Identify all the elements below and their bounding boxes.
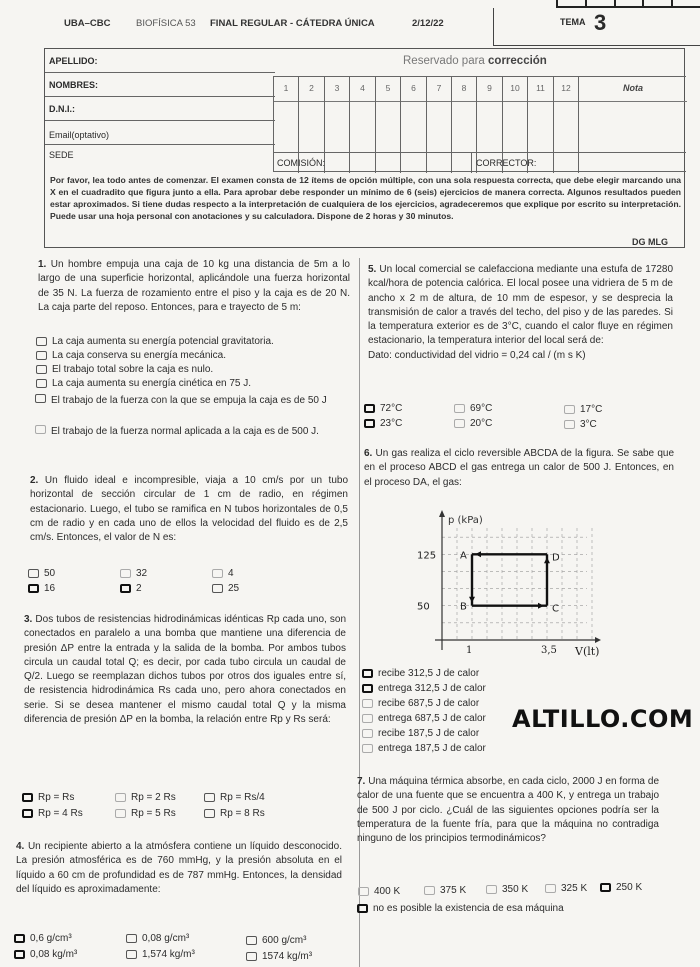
option[interactable]	[362, 728, 479, 739]
option-label: entrega 187,5 J de calor	[378, 743, 486, 754]
question-text: Un gas realiza el ciclo reversible ABCDA de la figura. Se sabe que en el proceso ABCD el gas entrega un calor de 500 J. Entonces, en el proceso DA, el gas:	[364, 448, 674, 488]
point-label-A: A	[460, 550, 467, 562]
option[interactable]	[28, 583, 55, 594]
dni-field[interactable]: D.N.I.:	[45, 97, 275, 121]
option-label: El trabajo de la fuerza normal aplicada a la caja es de 500 J.	[51, 426, 319, 437]
grade-col-8: 8	[452, 77, 477, 173]
option[interactable]	[362, 668, 479, 679]
x-tick-label: 1	[466, 645, 473, 656]
question-4	[16, 840, 342, 897]
student-form	[44, 48, 685, 248]
question-3	[24, 613, 346, 727]
option-label: 325 K	[561, 883, 588, 894]
question-text: Un local comercial se calefacciona mediante una estufa de 17280 kcal/hora de potencia calórica. El local posee una vidriera de 5 m de ancho x 2 m de altura, de 10 mm de espesor, y se desprecia la transmisión de calor a través del techo, del piso y de las paredes. Si la temperatura exterior es de 3°C, cuando el calor fluye en régimen estacionario, la temperatura interior del local será de:	[368, 264, 673, 347]
option-label: 350 K	[502, 884, 529, 895]
grade-col-1: 1	[274, 77, 299, 173]
apellido-field[interactable]: APELLIDO:	[45, 49, 275, 73]
question-text: Un hombre empuja una caja de 10 kg una distancia de 5m a lo largo de una superficie horizontal, aplicándole una fuerza horizontal de 35 N. La fuerza de rozamiento entre el piso y la caja es de 20 N. La caja parte del reposo. Entonces, para e trayecto de 5 m:	[38, 259, 350, 313]
corrector-field[interactable]: CORRECTOR:	[476, 158, 537, 168]
checkbox-icon[interactable]	[364, 419, 375, 428]
question-5-dato: Dato: conductividad del vidrio = 0,24 cal / (m s K)	[368, 349, 586, 361]
option[interactable]	[362, 713, 486, 724]
checkbox-icon[interactable]	[545, 884, 556, 893]
grade-col-10: 10	[503, 77, 528, 173]
option-label: 1574 kg/m³	[262, 951, 313, 962]
point-label-D: D	[552, 552, 560, 564]
option-label: 0,6 g/cm³	[30, 933, 72, 944]
option-label: 72°C	[380, 403, 403, 414]
option[interactable]	[564, 419, 597, 430]
question-1	[38, 258, 350, 315]
question-number: 4.	[16, 841, 25, 852]
checkbox-icon[interactable]	[564, 405, 575, 414]
option[interactable]	[545, 883, 587, 894]
reserved-prefix: Reservado para	[403, 55, 489, 67]
point-label-C: C	[552, 603, 559, 615]
question-number: 2.	[30, 475, 39, 486]
option[interactable]	[564, 404, 602, 415]
cycle-arrow-icon	[475, 551, 481, 557]
grade-nota: Nota	[623, 83, 643, 93]
x-axis-label: V(lt)	[575, 645, 600, 658]
option-label: no es posible la existencia de esa máquina	[373, 903, 564, 914]
y-axis-arrow-icon	[439, 510, 445, 517]
grade-col-4: 4	[350, 77, 376, 173]
option[interactable]	[364, 418, 402, 429]
option-label: El trabajo total sobre la caja es nulo.	[52, 364, 214, 375]
option[interactable]	[246, 951, 312, 962]
option-label: 600 g/cm³	[262, 935, 307, 946]
checkbox-icon[interactable]	[362, 684, 373, 693]
checkbox-icon[interactable]	[22, 809, 33, 818]
instructions-signature: DG MLG	[628, 237, 668, 247]
option[interactable]	[14, 933, 72, 944]
cycle-path	[469, 551, 550, 608]
option-label: 20°C	[470, 418, 493, 429]
cycle-arrow-icon	[469, 597, 475, 603]
option-label: Rp = Rs	[38, 792, 75, 803]
checkbox-icon[interactable]	[212, 569, 223, 578]
option-label: Rp = Rs/4	[220, 792, 265, 803]
reserved-label	[403, 55, 547, 67]
checkbox-icon[interactable]	[14, 950, 25, 959]
checkbox-icon[interactable]	[362, 744, 373, 753]
question-number: 6.	[364, 448, 373, 459]
checkbox-icon[interactable]	[362, 729, 373, 738]
exam-title: FINAL REGULAR - CÁTEDRA ÚNICA	[210, 18, 375, 29]
y-tick-label: 125	[417, 550, 437, 562]
y-tick-label: 50	[417, 601, 430, 613]
option[interactable]	[22, 808, 83, 819]
option-label: recibe 687,5 J de calor	[378, 698, 480, 709]
comision-corrector-row	[273, 152, 686, 172]
instructions: Por favor, lea todo antes de comenzar. El examen consta de 12 ítems de opción múltiple, con una sola respuesta correcta, que debe elegir marcando una X en el cuadradito que figura junto a ella. Para aprobar debe responder un mínimo de 6 (seis) ejercicios de manera correcta. Algunos resultados pueden estar aproximados. Si tiene dudas respecto a la interpretación de cualquiera de los ejercicios, agradeceremos que explique por escrito su interpretación. Puede usar una hoja personal con anotaciones y su calculadora. Dispone de 2 horas y 30 minutos.	[50, 175, 681, 221]
checkbox-icon[interactable]	[212, 584, 223, 593]
checkbox-icon[interactable]	[36, 365, 47, 374]
checkbox-icon[interactable]	[35, 394, 46, 403]
checkbox-icon[interactable]	[36, 337, 47, 346]
option-label: 400 K	[374, 886, 401, 897]
checkbox-icon[interactable]	[126, 950, 137, 959]
option-label: 4	[228, 568, 234, 579]
sede-field[interactable]: SEDE	[49, 150, 74, 160]
option[interactable]	[454, 403, 492, 414]
exam-date: 2/12/22	[412, 18, 444, 29]
option[interactable]	[28, 568, 55, 579]
option[interactable]	[362, 698, 479, 709]
option-label: entrega 312,5 J de calor	[378, 683, 486, 694]
checkbox-icon[interactable]	[204, 809, 215, 818]
checkbox-icon[interactable]	[28, 584, 39, 593]
checkbox-icon[interactable]	[424, 886, 435, 895]
grade-col-7: 7	[427, 77, 452, 173]
checkbox-icon[interactable]	[120, 584, 131, 593]
checkbox-icon[interactable]	[246, 952, 257, 961]
option[interactable]	[36, 364, 213, 375]
option-label: recibe 312,5 J de calor	[378, 668, 480, 679]
email-field[interactable]: Email(optativo)	[45, 121, 275, 145]
option-label: recibe 187,5 J de calor	[378, 728, 480, 739]
option[interactable]	[358, 886, 400, 897]
option[interactable]	[212, 583, 239, 594]
nombres-field[interactable]: NOMBRES:	[45, 73, 275, 97]
option[interactable]	[126, 949, 195, 960]
option[interactable]	[362, 743, 486, 754]
option[interactable]	[600, 882, 642, 893]
checkbox-icon[interactable]	[204, 793, 215, 802]
checkbox-icon[interactable]	[357, 904, 368, 913]
option-label: La caja aumenta su energía potencial gravitatoria.	[52, 336, 274, 347]
course: BIOFÍSICA 53	[136, 18, 196, 29]
option[interactable]	[212, 568, 234, 579]
option[interactable]	[204, 808, 265, 819]
option-label: entrega 687,5 J de calor	[378, 713, 486, 724]
option[interactable]	[486, 884, 528, 895]
option-label: 375 K	[440, 885, 467, 896]
x-tick-label: 3,5	[541, 645, 557, 656]
checkbox-icon[interactable]	[362, 714, 373, 723]
option-label: Rp = 4 Rs	[38, 808, 83, 819]
checkbox-icon[interactable]	[246, 936, 257, 945]
checkbox-icon[interactable]	[120, 569, 131, 578]
checkbox-icon[interactable]	[126, 934, 137, 943]
option-label: 0,08 g/cm³	[142, 933, 190, 944]
comision-field[interactable]: COMISIÓN:	[277, 158, 326, 168]
option-label: Rp = 5 Rs	[131, 808, 176, 819]
checkbox-icon[interactable]	[486, 885, 497, 894]
column-divider	[359, 258, 360, 967]
question-text: Un fluido ideal e incompresible, viaja a 10 cm/s por un tubo horizontal de sección circular de 1 cm de radio, en régimen estacionario. Luego, el tubo se ramifica en N tubos horizontales de 0,5 cm de radio y en cada uno de ellos la velocidad del fluido es de 2,5 cm/s. Entonces, el valor de N es:	[30, 475, 349, 544]
option-label: 1,574 kg/m³	[142, 949, 195, 960]
option-label: 2	[136, 583, 142, 594]
chart-grid	[442, 528, 592, 640]
option[interactable]	[36, 350, 226, 361]
checkbox-icon[interactable]	[115, 809, 126, 818]
pv-diagram	[415, 505, 610, 660]
checkbox-icon[interactable]	[28, 569, 39, 578]
checkbox-icon[interactable]	[35, 425, 46, 434]
option-label: 50	[44, 568, 56, 579]
option-label: 250 K	[616, 882, 643, 893]
corner-boxes	[556, 0, 700, 8]
question-2	[30, 474, 348, 545]
option[interactable]	[364, 403, 402, 414]
question-number: 1.	[38, 259, 47, 270]
option[interactable]	[36, 378, 251, 389]
option-label: 0,08 kg/m³	[30, 949, 78, 960]
option-label: El trabajo de la fuerza con la que se empuja la caja es de 50 J	[51, 395, 327, 406]
checkbox-icon[interactable]	[454, 404, 465, 413]
cycle-arrow-icon	[544, 557, 550, 563]
checkbox-icon[interactable]	[600, 883, 611, 892]
point-label-B: B	[460, 601, 467, 613]
option[interactable]	[120, 583, 142, 594]
question-number: 3.	[24, 614, 33, 625]
tema-number: 3	[594, 10, 607, 35]
institution: UBA–CBC	[64, 18, 111, 29]
question-5	[368, 263, 673, 363]
grade-col-12: 12	[554, 77, 579, 173]
y-axis-label: p (kPa)	[448, 515, 483, 526]
checkbox-icon[interactable]	[115, 793, 126, 802]
question-6	[364, 447, 674, 490]
question-text: Una máquina térmica absorbe, en cada ciclo, 2000 J en forma de calor de una fuente que se encuentra a 400 K, y entrega un trabajo de 500 J por ciclo. ¿Cuál de las siguientes opciones podría ser la temperatura de la fuente fría, para que la máquina no contradiga ninguno de los principios termodinámicos?	[357, 776, 660, 845]
option[interactable]	[204, 792, 265, 803]
option[interactable]	[454, 418, 492, 429]
option[interactable]	[120, 568, 147, 579]
option-label: 32	[136, 568, 148, 579]
grade-col-2: 2	[299, 77, 325, 173]
checkbox-icon[interactable]	[454, 419, 465, 428]
option-label: La caja conserva su energía mecánica.	[52, 350, 226, 361]
checkbox-icon[interactable]	[36, 379, 47, 388]
option-label: 16	[44, 583, 56, 594]
grade-col-3: 3	[325, 77, 350, 173]
option[interactable]	[35, 394, 350, 408]
checkbox-icon[interactable]	[564, 420, 575, 429]
question-number: 7.	[357, 776, 366, 787]
checkbox-icon[interactable]	[358, 887, 369, 896]
grade-col-5: 5	[376, 77, 401, 173]
grade-col-6: 6	[401, 77, 427, 173]
question-text: Un recipiente abierto a la atmósfera contiene un líquido desconocido. La presión atmosférica es de 760 mmHg, y la presión absoluta en el líquido a 60 cm de profundidad es de 787 mmHg. Entonces, la densidad del líquido es aproximadamente:	[16, 841, 342, 895]
question-text: Dos tubos de resistencias hidrodinámicas idénticas Rp cada uno, son conectados en paralelo a una bomba que mantiene una diferencia de presión ΔP entre la entrada y la salida de la bomba. Por ambos tubos circula un caudal total Q; es decir, por cada tubo circula un caudal de Q/2. Luego se reemplazan dichos tubos por otros dos iguales entre sí, de resistencia hidrodinámica Rs cada uno, pero ahora conectados en serie. Si se desea mantener el mismo caudal total Q y la misma diferencia de presión ΔP en la bomba, la relación entre Rp y Rs será:	[24, 614, 347, 726]
x-axis-arrow-icon	[595, 637, 601, 643]
option-label: Rp = 2 Rs	[131, 792, 176, 803]
option[interactable]	[22, 792, 74, 803]
instructions-box	[45, 172, 686, 249]
checkbox-icon[interactable]	[14, 934, 25, 943]
option[interactable]	[14, 949, 77, 960]
option-label: 17°C	[580, 404, 603, 415]
option[interactable]	[246, 935, 306, 946]
option[interactable]	[126, 933, 189, 944]
grade-col-9: 9	[477, 77, 503, 173]
tema-label: TEMA	[560, 17, 586, 27]
checkbox-icon[interactable]	[36, 351, 47, 360]
checkbox-icon[interactable]	[362, 669, 373, 678]
grade-col-11: 11	[528, 77, 554, 173]
option[interactable]	[424, 885, 466, 896]
option-label: Rp = 8 Rs	[220, 808, 265, 819]
reserved-bold: corrección	[488, 55, 547, 67]
option-label: La caja aumenta su energía cinética en 75 J.	[52, 378, 252, 389]
cycle-arrow-icon	[538, 603, 544, 609]
option-label: 23°C	[380, 418, 403, 429]
option-label: 69°C	[470, 403, 493, 414]
option[interactable]	[35, 425, 350, 439]
checkbox-icon[interactable]	[362, 699, 373, 708]
watermark-logo: ALTILLO.COM	[512, 705, 694, 733]
option[interactable]	[357, 903, 564, 914]
checkbox-icon[interactable]	[364, 404, 375, 413]
option[interactable]	[115, 792, 176, 803]
option[interactable]	[362, 683, 486, 694]
question-number: 5.	[368, 264, 377, 275]
option-label: 25	[228, 583, 240, 594]
option[interactable]	[36, 336, 274, 347]
option-label: 3°C	[580, 419, 597, 430]
checkbox-icon[interactable]	[22, 793, 33, 802]
question-7	[357, 775, 659, 846]
option[interactable]	[115, 808, 176, 819]
